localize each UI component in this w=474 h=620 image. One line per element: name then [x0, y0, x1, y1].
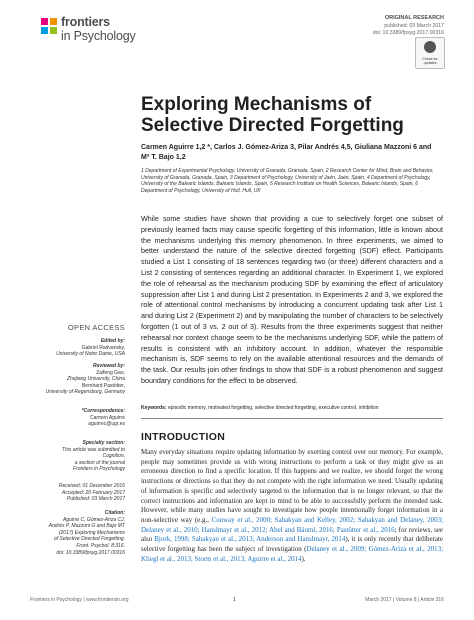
edited-by-label: Edited by:: [100, 338, 125, 344]
reviewer-affiliation: University of Regensburg, Germany: [45, 389, 125, 396]
correspondence-block: [20, 408, 125, 428]
correspondence-label: *Correspondence:: [81, 408, 125, 414]
received-date: Received: 01 December 2016: [58, 483, 125, 489]
intro-text: ), it is only recently that deliberate selective forgetting has been the subject of investigation (: [141, 535, 443, 554]
reviewer-affiliation: Zhejiang University, China: [67, 376, 125, 383]
accepted-date: Accepted: 20 February 2017: [61, 489, 125, 496]
citation-line: Aguirre C, Gómez-Ariza CJ,: [63, 516, 125, 523]
footer-issue-info: March 2017 | Volume 8 | Article 316: [365, 597, 444, 603]
specialty-line: Cognition,: [102, 453, 125, 460]
introduction-heading: INTRODUCTION: [141, 431, 226, 443]
article-title: Exploring Mechanisms of Selective Directed Forgetting: [141, 94, 404, 136]
page-number: 1: [233, 597, 236, 603]
citation-link[interactable]: Delaney et al., 2009; Gómez-Ariza et al., 2013; Kliegl et al., 2013; Storm et al., 2013; Aguirre et al., 2014: [141, 545, 443, 563]
citation-label: Citation:: [104, 510, 125, 516]
citation-line: of Selective Directed Forgetting.: [53, 536, 125, 543]
intro-text: Many everyday situations require updating information by exerting control over our memory. For example, people may sometimes provide us with wrong instructions to perform a task or they might give us an erroneous direction to find a specific location. If this happens and we realize, we should forget the wrong instructions or directions so that they do not compete with the right information we need. Usually updating of information is specific and selectively targeted to the information that is no longer relevant, so that the correct instructions and information are kept in mind to be able to successfully perform the intended task. However, while many studies have sought to investigate how people intentionally forget information in a non-selective way (e.g.,: [141, 448, 443, 524]
intro-text: ; for reviews, see also: [141, 525, 443, 544]
specialty-label: Specialty section:: [82, 440, 125, 446]
keywords-label: Keywords:: [141, 405, 167, 411]
open-access-label: OPEN ACCESS: [67, 323, 125, 332]
check-for-updates-badge[interactable]: [415, 37, 445, 69]
specialty-block: [20, 440, 125, 473]
reviewer-name: Zaifeng Gao,: [96, 369, 125, 376]
edited-by-block: [20, 338, 125, 358]
citation-link[interactable]: Bjork, 1998; Sahakyan et al., 2013; Anderson and Hanslmayr, 2014: [154, 535, 346, 544]
published-date-sidebar: Published: 03 March 2017: [66, 496, 125, 503]
affiliations: 1 Department of Experimental Psychology, University of Granada, Granada, Spain, 2 Research Center for Mind, Brain and Behavior, University of Granada, Granada, Spain, 3 Department of Psychology, University of Jaén, Jaén, Spain, 4 Department of Psychology, University of the Balearic Islands, Balearic Islands, Spain, 5 Research Institute on Health Sciences, Balearic Islands, Spain, 6 Department of Psychology, University of Hull, Hull, UK: [141, 168, 434, 194]
citation-block: [20, 510, 125, 556]
section-divider: [141, 418, 443, 419]
article-type: ORIGINAL RESEARCH: [384, 15, 444, 21]
editor-name: Gabriel Radvansky,: [81, 344, 125, 351]
citation-link[interactable]: Conway et al., 2000; Sahakyan and Kelley, 2002; Sahakyan and Delaney, 2003; Delaney et al., 2010; Hanslmayr et al., 2012; Abel and Bäuml, 2016; Pastötter et al., 2016: [141, 515, 443, 534]
update-icon: [424, 41, 436, 53]
introduction-body: [141, 448, 443, 564]
correspondence-name: Carmen Aguirre: [89, 414, 125, 421]
editor-affiliation: University of Notre Dame, USA: [56, 351, 125, 358]
citation-line: (2017) Exploring Mechanisms: [58, 529, 125, 536]
specialty-line: This article was submitted to: [61, 446, 125, 453]
reviewed-by-label: Reviewed by:: [93, 363, 125, 369]
dates-block: [20, 483, 125, 503]
correspondence-email[interactable]: aguirrec@ugr.es: [88, 421, 125, 428]
footer-journal-link[interactable]: Frontiers in Psychology | www.frontiersin.org: [30, 597, 129, 603]
specialty-line: a section of the journal: [74, 459, 125, 466]
citation-doi[interactable]: doi: 10.3389/fpsyg.2017.00316: [56, 549, 125, 556]
citation-line: Andrés P, Mazzoni G and Bajo MT: [48, 523, 125, 530]
keywords-list: episodic memory, motivated forgetting, selective directed forgetting, executive control, inhibition: [167, 405, 379, 411]
citation-line: Front. Psychol. 8:316.: [76, 542, 125, 549]
brand-journal: in Psychology: [61, 29, 136, 43]
doi-link[interactable]: doi: 10.3389/fpsyg.2017.00316: [372, 30, 444, 36]
keywords: [141, 405, 443, 412]
author-list: Carmen Aguirre 1,2 *, Carlos J. Gómez-Ariza 3, Pilar Andrés 4,5, Giuliana Mazzoni 6 and Mª T. Bajo 1,2: [141, 144, 432, 161]
abstract: While some studies have shown that providing a cue to selectively forget one subset of previously learned facts may cause specific forgetting of this information, little is known about the mechanisms underlying this memory phenomenon. In three experiments, we aimed to better understand the nature of the selective directed forgetting (SDF) effect. Participants studied a List 1 consisting of 18 sentences regarding two (or three) different characters and a List 2 consisting of sentences regarding an additional character. In Experiment 1, we explored the role of rehearsal as the mechanism producing SDF by examining the effect of articulatory suppression after List 1 and during List 2 presentation. In Experiments 2 and 3, we explored the role of attentional control mechanisms by introducing a concurrent updating task after List 1 and during List 2 (Experiment 2) and by manipulating the number of characters to be selectively forgotten (1 out of 3 vs. 2 out of 3). Results from the three experiments suggest that neither rehearsal nor context change seem to be the mechanisms underlying SDF, while the pattern of results is consistent with an inhibitory account. In addition, whatever the responsible mechanism is, SDF seems to rely on the available attentional resources and the demands of the task. Our results join other findings to show that SDF is a robust phenomenon and suggest boundary conditions for the effect to be observed.: [141, 215, 443, 385]
reviewer-name: Bernhard Pastötter,: [81, 382, 125, 389]
brand-name: frontiers: [61, 15, 110, 29]
intro-text: ).: [301, 554, 306, 563]
frontiers-logo-icon: [40, 17, 58, 35]
published-date: published: 03 March 2017: [384, 23, 444, 29]
updates-badge-text: Check for updates: [422, 57, 438, 65]
specialty-line: Frontiers in Psychology: [73, 466, 125, 473]
reviewed-by-block: [20, 363, 125, 396]
